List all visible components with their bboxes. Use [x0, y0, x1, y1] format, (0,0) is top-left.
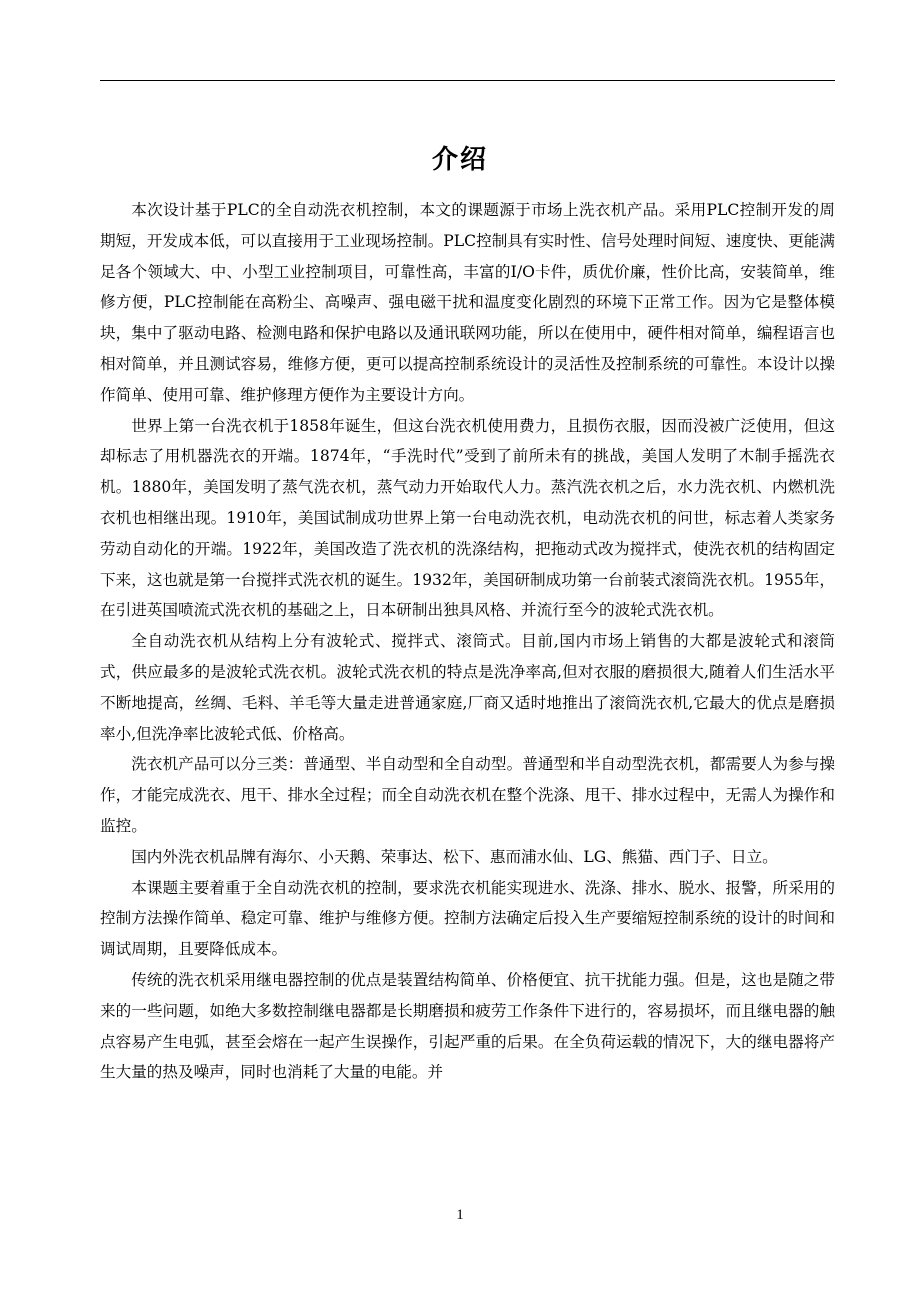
header-rule — [100, 80, 835, 81]
page-number: 1 — [456, 1207, 464, 1223]
paragraph-types: 全自动洗衣机从结构上分有波轮式、搅拌式、滚筒式。目前,国内市场上销售的大都是波轮式和滚筒式，供应最多的是波轮式洗衣机。波轮式洗衣机的特点是洗净率高,但对衣服的磨损很大,随着人们生活水平不断地提高，丝绸、毛料、羊毛等大量走进普通家庭,厂商又适时地推出了滚筒洗衣机,它最大的优点是磨损率小,但洗净率比波轮式低、价格高。 — [100, 632, 835, 743]
page-title: 介绍 — [431, 145, 488, 175]
paragraph-intro: 本次设计基于PLC的全自动洗衣机控制，本文的课题源于市场上洗衣机产品。采用PLC控制开发的周期短，开发成本低，可以直接用于工业现场控制。PLC控制具有实时性、信号处理时间短、速度快、更能满足各个领域大、中、小型工业控制项目，可靠性高，丰富的I/O卡件，质优价廉，性价比高，安装简单，维修方便，PLC控制能在高粉尘、高噪声、强电磁干扰和温度变化剧烈的环境下正常工作。因为它是整体模块，集中了驱动电路、检测电路和保护电路以及通讯联网功能，所以在使用中，硬件相对简单，编程语言也相对简单，并且测试容易，维修方便，更可以提高控制系统设计的灵活性及控制系统的可靠性。本设计以操作简单、使用可靠、维护修理方便作为主要设计方向。 — [100, 201, 835, 404]
paragraph-relay-control: 传统的洗衣机采用继电器控制的优点是装置结构简单、价格便宜、抗干扰能力强。但是，这也是随之带来的一些问题，如绝大多数控制继电器都是长期磨损和疲劳工作条件下进行的，容易损坏，而且继电器的触点容易产生电弧，甚至会熔在一起产生误操作，引起严重的后果。在全负荷运载的情况下，大的继电器将产生大量的热及噪声，同时也消耗了大量的电能。并 — [100, 970, 835, 1082]
paragraph-objective: 本课题主要着重于全自动洗衣机的控制，要求洗衣机能实现进水、洗涤、排水、脱水、报警，所采用的控制方法操作简单、稳定可靠、维护与维修方便。控制方法确定后投入生产要缩短控制系统的设计的时间和调试周期，且要降低成本。 — [100, 878, 835, 959]
paragraph-history: 世界上第一台洗衣机于1858年诞生，但这台洗衣机使用费力，且损伤衣服，因而没被广泛使用，但这却标志了用机器洗衣的开端。1874年，“手洗时代”受到了前所未有的挑战，美国人发明了木制手摇洗衣机。1880年，美国发明了蒸气洗衣机，蒸气动力开始取代人力。蒸汽洗衣机之后，水力洗衣机、内燃机洗衣机也相继出现。1910年，美国试制成功世界上第一台电动洗衣机，电动洗衣机的问世，标志着人类家务劳动自动化的开端。1922年，美国改造了洗衣机的洗涤结构，把拖动式改为搅拌式，使洗衣机的结构固定下来，这也就是第一台搅拌式洗衣机的诞生。1932年，美国研制成功第一台前装式滚筒洗衣机。1955年，在引进英国喷流式洗衣机的基础之上，日本研制出独具风格、并流行至今的波轮式洗衣机。 — [100, 416, 835, 620]
paragraph-brands: 国内外洗衣机品牌有海尔、小天鹅、荣事达、松下、惠而浦水仙、LG、熊猫、西门子、日立。 — [131, 847, 778, 866]
body-text — [100, 195, 835, 1088]
paragraph-categories: 洗衣机产品可以分三类：普通型、半自动型和全自动型。普通型和半自动型洗衣机，都需要人为参与操作，才能完成洗衣、甩干、排水全过程；而全自动洗衣机在整个洗涤、甩干、排水过程中，无需人为操作和监控。 — [100, 755, 835, 835]
